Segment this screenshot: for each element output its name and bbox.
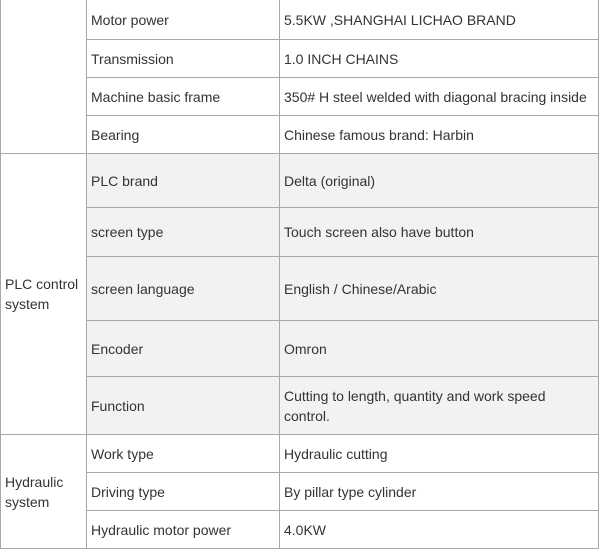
table-row bbox=[1, 78, 599, 116]
row-value: Touch screen also have button bbox=[280, 208, 599, 257]
table-row bbox=[1, 473, 599, 511]
row-value: 1.0 INCH CHAINS bbox=[280, 40, 599, 78]
category-cell-blank bbox=[1, 0, 87, 154]
table-row bbox=[1, 0, 599, 40]
row-label: Transmission bbox=[87, 40, 280, 78]
row-value: Hydraulic cutting bbox=[280, 435, 599, 473]
category-cell-plc: PLC control system bbox=[1, 154, 87, 435]
row-value: 5.5KW ,SHANGHAI LICHAO BRAND bbox=[280, 0, 599, 40]
row-label: Machine basic frame bbox=[87, 78, 280, 116]
row-label: Function bbox=[87, 377, 280, 435]
table-row bbox=[1, 257, 599, 321]
row-value: Delta (original) bbox=[280, 154, 599, 208]
table-row bbox=[1, 154, 599, 208]
row-label: Work type bbox=[87, 435, 280, 473]
category-cell-hydraulic: Hydraulic system bbox=[1, 435, 87, 549]
row-value: Cutting to length, quantity and work speed control. bbox=[280, 377, 599, 435]
row-label: PLC brand bbox=[87, 154, 280, 208]
table-row bbox=[1, 511, 599, 549]
row-value: 350# H steel welded with diagonal bracing inside bbox=[280, 78, 599, 116]
row-label: Driving type bbox=[87, 473, 280, 511]
table-row bbox=[1, 377, 599, 435]
row-label: Encoder bbox=[87, 321, 280, 377]
row-value: 4.0KW bbox=[280, 511, 599, 549]
row-label: Hydraulic motor power bbox=[87, 511, 280, 549]
row-value: English / Chinese/Arabic bbox=[280, 257, 599, 321]
row-label: Bearing bbox=[87, 116, 280, 154]
table-row bbox=[1, 321, 599, 377]
row-label: screen language bbox=[87, 257, 280, 321]
table-row bbox=[1, 40, 599, 78]
row-value: Omron bbox=[280, 321, 599, 377]
row-value: By pillar type cylinder bbox=[280, 473, 599, 511]
table-row bbox=[1, 435, 599, 473]
row-value: Chinese famous brand: Harbin bbox=[280, 116, 599, 154]
table-row bbox=[1, 208, 599, 257]
row-label: Motor power bbox=[87, 0, 280, 40]
row-label: screen type bbox=[87, 208, 280, 257]
table-row bbox=[1, 116, 599, 154]
